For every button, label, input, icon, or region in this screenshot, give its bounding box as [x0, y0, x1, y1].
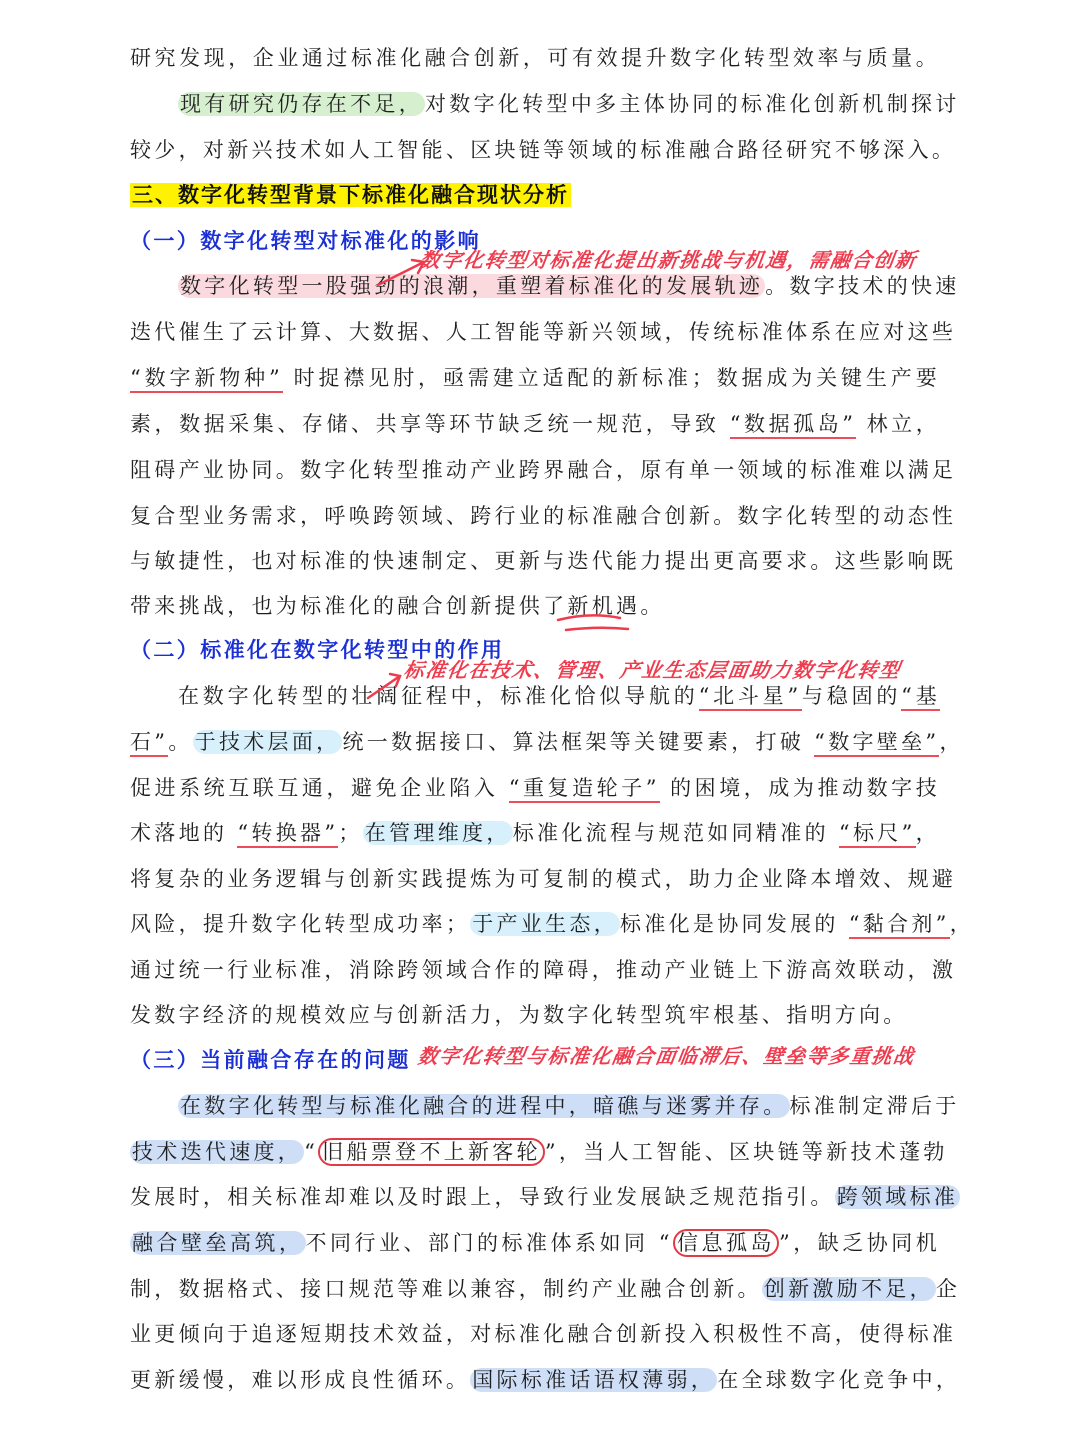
underlined-term: “重复造轮子”	[509, 776, 660, 803]
paragraph-line: 更新缓慢，难以形成良性循环。国际标准话语权薄弱，在全球数字化竞争中，	[130, 1368, 961, 1392]
paragraph-line: 制，数据格式、接口规范等难以兼容，制约产业融合创新。创新激励不足，企	[130, 1277, 961, 1301]
underlined-term: “基	[901, 684, 940, 711]
paragraph-line: 较少，对新兴技术如人工智能、区块链等领域的标准融合路径研究不够深入。	[130, 138, 957, 162]
highlight-blue: 技术迭代速度，	[132, 1140, 303, 1164]
underlined-term: “北斗星”	[699, 684, 802, 711]
highlight-pink: 数字化转型一股强劲的浪潮，重塑着标准化的发展轨迹	[180, 274, 764, 298]
paragraph-line: 素，数据采集、存储、共享等环节缺乏统一规范，导致 “数据孤岛” 林立，	[130, 404, 940, 444]
paragraph-line: 迭代催生了云计算、大数据、人工智能等新兴领域，传统标准体系在应对这些	[130, 320, 957, 344]
paragraph-line: 复合型业务需求，呼唤跨领域、跨行业的标准融合创新。数字化转型的动态性	[130, 504, 957, 528]
underlined-term: “转换器”	[237, 821, 338, 848]
underlined-term: “数据孤岛”	[730, 412, 857, 439]
paragraph-line: 业更倾向于追逐短期技术效益，对标准化融合创新投入积极性不高，使得标准	[130, 1322, 957, 1346]
paragraph-line: 阻碍产业协同。数字化转型推动产业跨界融合，原有单一领域的标准难以满足	[130, 458, 957, 482]
underlined-term: “数字壁垒”	[814, 730, 939, 757]
handwritten-note: 数字化转型对标准化提出新挑战与机遇，需融合创新	[418, 248, 919, 272]
paragraph-line: 技术迭代速度，“ 旧船票登不上新客轮 ”，当人工智能、区块链等新技术蓬勃	[132, 1140, 948, 1164]
highlight-blue: 于产业生态，	[472, 912, 619, 936]
paragraph-line: 在数字化转型的壮阔征程中，标准化恰似导航的“北斗星”与稳固的“基	[178, 676, 940, 716]
highlight-blue: 融合壁垒高筑，	[132, 1231, 304, 1255]
paragraph-line: 数字化转型一股强劲的浪潮，重塑着标准化的发展轨迹。数字技术的快速	[180, 274, 960, 298]
paragraph-line: 在数字化转型与标准化融合的进程中，暗礁与迷雾并存。标准制定滞后于	[180, 1094, 960, 1118]
paragraph-line: 研究发现，企业通过标准化融合创新，可有效提升数字化转型效率与质量。	[130, 46, 940, 70]
highlight-blue: 在管理维度，	[364, 821, 511, 845]
underlined-term: “数字新物种”	[130, 366, 283, 393]
paragraph-line: 风险，提升数字化转型成功率；于产业生态，标准化是协同发展的 “黏合剂”，	[130, 904, 940, 944]
paragraph-line: 将复杂的业务逻辑与创新实践提炼为可复制的模式，助力企业降本增效、规避	[130, 867, 957, 891]
paragraph-line: 促进系统互联互通，避免企业陷入 “重复造轮子” 的困境，成为推动数字技	[130, 768, 940, 808]
paragraph-line: 发数字经济的规模效应与创新活力，为数字化转型筑牢根基、指明方向。	[130, 1003, 908, 1027]
highlight-blue: 跨领域标准	[836, 1185, 959, 1209]
subsection-heading: （三）当前融合存在的问题	[130, 1048, 411, 1072]
circled-term: 信息孤岛	[673, 1229, 779, 1257]
subsection-heading: （一）数字化转型对标准化的影响	[130, 229, 481, 253]
paragraph-line: 发展时，相关标准却难以及时跟上，导致行业发展缺乏规范指引。跨领域标准	[130, 1185, 959, 1209]
highlight-blue: 于技术层面，	[194, 730, 341, 754]
paragraph-line: 现有研究仍存在不足，对数字化转型中多主体协同的标准化创新机制探讨	[180, 92, 960, 116]
handwritten-note: 数字化转型与标准化融合面临滞后、壁垒等多重挑战	[416, 1044, 917, 1068]
circled-term: 旧船票登不上新客轮	[318, 1138, 545, 1166]
section-heading: 三、数字化转型背景下标准化融合现状分析	[132, 183, 569, 207]
highlight-blue: 国际标准话语权薄弱，	[472, 1368, 716, 1392]
paragraph-line: 通过统一行业标准，消除跨领域合作的障碍，推动产业链上下游高效联动，激	[130, 958, 957, 982]
paragraph-line: 与敏捷性，也对标准的快速制定、更新与迭代能力提出更高要求。这些影响既	[130, 549, 957, 573]
paragraph-line: 术落地的 “转换器”；在管理维度，标准化流程与规范如同精准的 “标尺”，	[130, 813, 940, 853]
underlined-term: “黏合剂”	[849, 912, 950, 939]
underline-mark	[566, 628, 628, 630]
underlined-term: 石”	[130, 730, 168, 757]
paragraph-line: 带来挑战，也为标准化的融合创新提供了新机遇。	[130, 594, 665, 618]
highlight-blue: 创新激励不足，	[763, 1277, 934, 1301]
paragraph-line: 石”。于技术层面，统一数据接口、算法框架等关键要素，打破 “数字壁垒”，	[130, 722, 940, 762]
highlight-green: 现有研究仍存在不足，	[180, 92, 423, 116]
handwritten-note: 标准化在技术、管理、产业生态层面助力数字化转型	[402, 658, 903, 682]
underlined-term: 新机遇	[567, 594, 641, 618]
paragraph-line: 融合壁垒高筑，不同行业、部门的标准体系如同 “ 信息孤岛 ”，缺乏协同机	[132, 1231, 941, 1255]
subsection-heading: （二）标准化在数字化转型中的作用	[130, 638, 505, 662]
underlined-term: “标尺”	[839, 821, 916, 848]
paragraph-line: “数字新物种” 时捉襟见肘，亟需建立适配的新标准；数据成为关键生产要	[130, 358, 940, 398]
highlight-blue: 在数字化转型与标准化融合的进程中，暗礁与迷雾并存。	[180, 1094, 788, 1118]
